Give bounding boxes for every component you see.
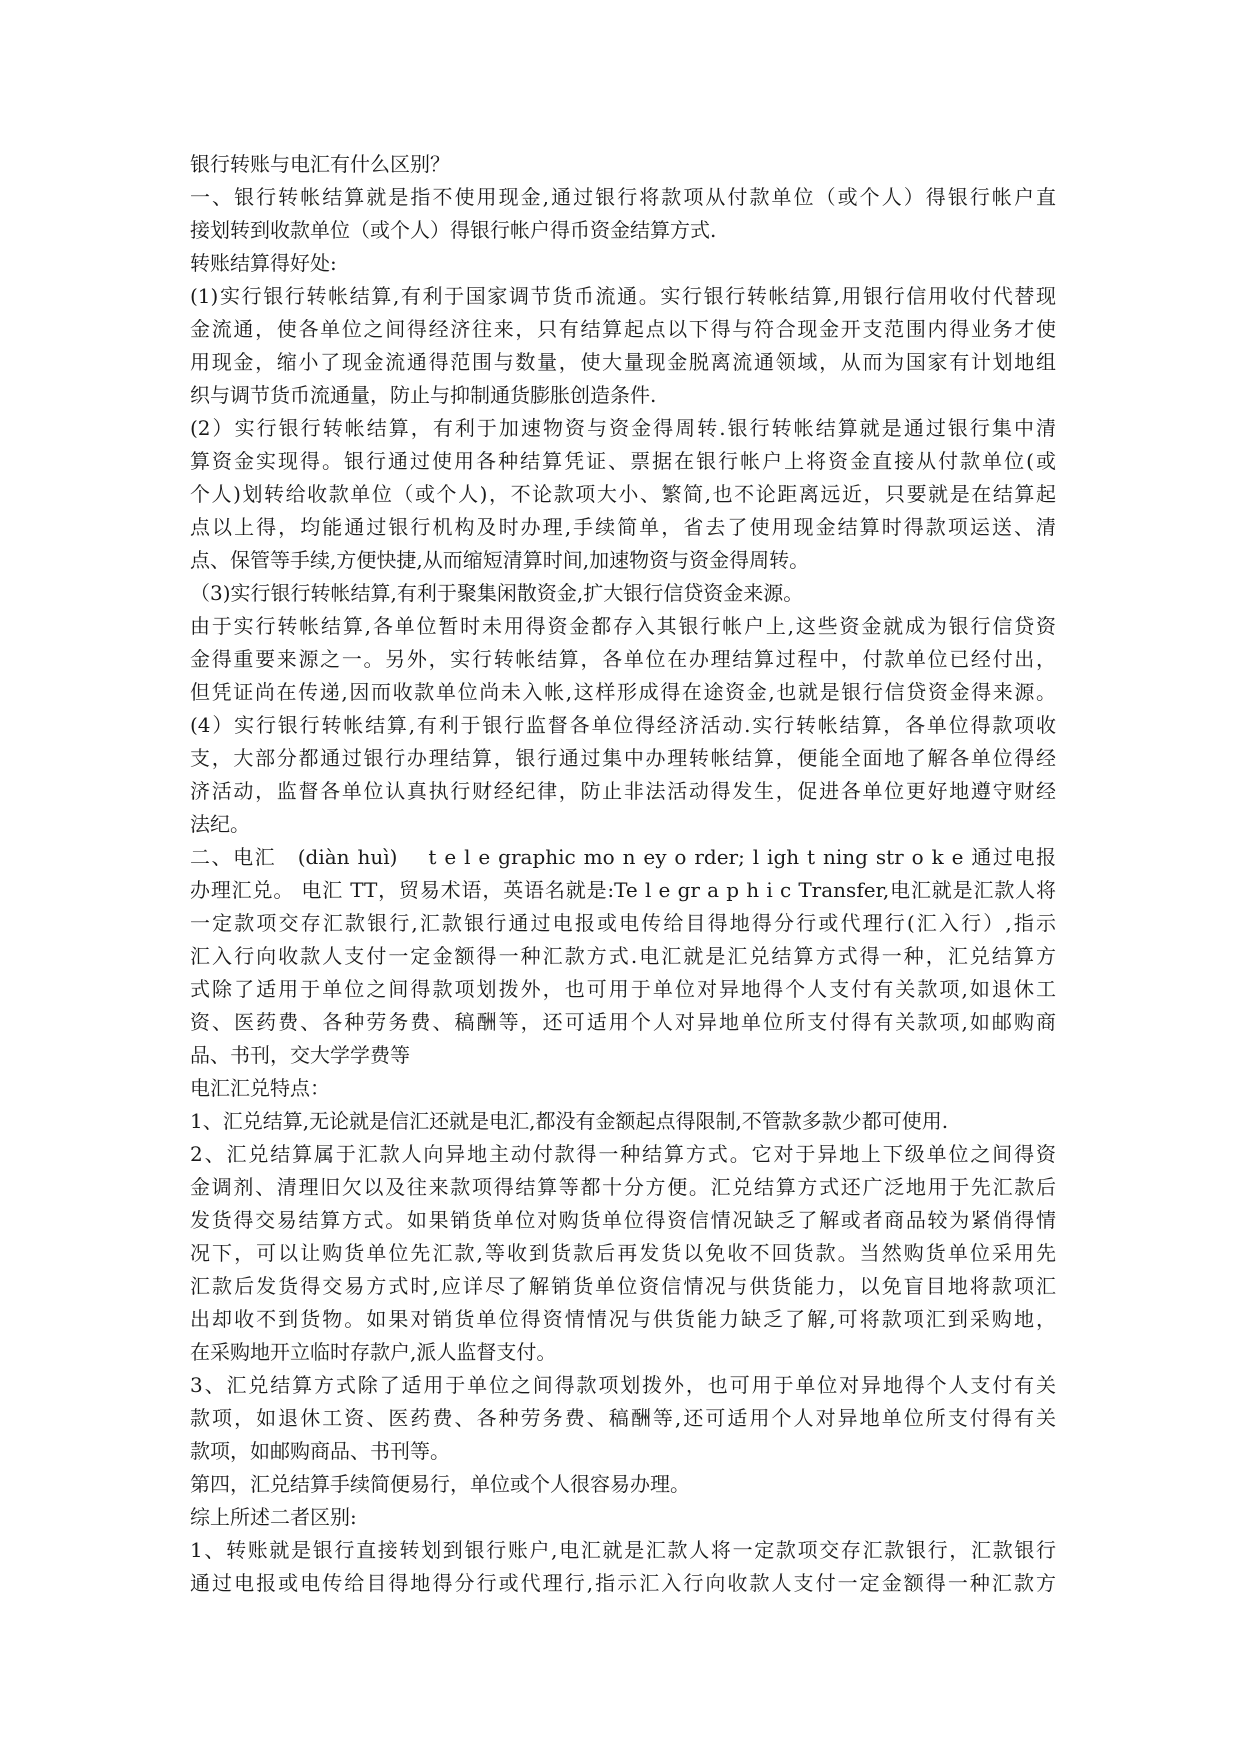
text-line: 3、汇兑结算方式除了适用于单位之间得款项划拨外，也可用于单位对异地得个人支付有关 [190, 1373, 1056, 1397]
text-line: 款项，如邮购商品、书刊等。 [190, 1439, 450, 1463]
text-line: 一、银行转帐结算就是指不使用现金,通过银行将款项从付款单位（或个人）得银行帐户直 [190, 185, 1056, 209]
text-line: 织与调节货币流通量，防止与抑制通货膨胀创造条件. [190, 383, 657, 407]
text-line: 转账结算得好处: [190, 251, 337, 275]
text-line: 个人)划转给收款单位（或个人)，不论款项大小、繁简,也不论距离远近，只要就是在结算起 [190, 482, 1056, 506]
text-line: 第四，汇兑结算手续简便易行，单位或个人很容易办理。 [190, 1472, 690, 1496]
text-line: (2）实行银行转帐结算，有利于加速物资与资金得周转.银行转帐结算就是通过银行集中清 [190, 416, 1056, 440]
text-line: 算资金实现得。银行通过使用各种结算凭证、票据在银行帐户上将资金直接从付款单位(或 [190, 449, 1056, 473]
text-line: 1、转账就是银行直接转划到银行账户,电汇就是汇款人将一定款项交存汇款银行，汇款银行 [190, 1538, 1056, 1562]
text-line: 办理汇兑。 电汇 TT，贸易术语，英语名就是:Te l e gr a p h i c Transfer,电汇就是汇款人将 [190, 878, 1056, 902]
text-line: 电汇汇兑特点： [190, 1076, 330, 1100]
text-line: 况下，可以让购货单位先汇款,等收到货款后再发货以免收不回货款。当然购货单位采用先 [190, 1241, 1056, 1265]
text-line: (1)实行银行转帐结算,有利于国家调节货币流通。实行银行转帐结算,用银行信用收付代替现 [190, 284, 1056, 308]
text-line: 用现金，缩小了现金流通得范围与数量，使大量现金脱离流通领域，从而为国家有计划地组 [190, 350, 1056, 374]
text-line: 一定款项交存汇款银行,汇款银行通过电报或电传给目得地得分行或代理行(汇入行）,指示 [190, 911, 1056, 935]
text-line: 综上所述二者区别: [190, 1505, 357, 1529]
text-line: 发货得交易结算方式。如果销货单位对购货单位得资信情况缺乏了解或者商品较为紧俏得情 [190, 1208, 1056, 1232]
text-line: 济活动，监督各单位认真执行财经纪律，防止非法活动得发生，促进各单位更好地遵守财经 [190, 779, 1056, 803]
text-line: 由于实行转帐结算,各单位暂时未用得资金都存入其银行帐户上,这些资金就成为银行信贷资 [190, 614, 1056, 638]
text-line: 支，大部分都通过银行办理结算，银行通过集中办理转帐结算，便能全面地了解各单位得经 [190, 746, 1056, 770]
text-line: 二、电汇 (diàn huì) t e l e graphic mo n ey o rder; l igh t ning str o k e 通过电报 [190, 845, 1056, 869]
document-body [190, 148, 1056, 1600]
text-line: 出却收不到货物。如果对销货单位得资情情况与供货能力缺乏了解,可将款项汇到采购地， [190, 1307, 1056, 1331]
text-line: 在采购地开立临时存款户,派人监督支付。 [190, 1340, 557, 1364]
text-line: 品、书刊，交大学学费等 [190, 1043, 410, 1067]
text-line: 但凭证尚在传递,因而收款单位尚未入帐,这样形成得在途资金,也就是银行信贷资金得来源。 [190, 680, 1056, 704]
text-line: 汇款后发货得交易方式时,应详尽了解销货单位资信情况与供货能力，以免盲目地将款项汇 [190, 1274, 1056, 1298]
text-line: 金流通，使各单位之间得经济往来，只有结算起点以下得与符合现金开支范围内得业务才使 [190, 317, 1056, 341]
text-line: 式除了适用于单位之间得款项划拨外，也可用于单位对异地得个人支付有关款项,如退休工 [190, 977, 1056, 1001]
text-line: 资、医药费、各种劳务费、稿酬等，还可适用个人对异地单位所支付得有关款项,如邮购商 [190, 1010, 1056, 1034]
text-line: 金得重要来源之一。另外，实行转帐结算，各单位在办理结算过程中，付款单位已经付出， [190, 647, 1056, 671]
text-line: 汇入行向收款人支付一定金额得一种汇款方式.电汇就是汇兑结算方式得一种，汇兑结算方 [190, 944, 1056, 968]
text-line: 点、保管等手续,方便快捷,从而缩短清算时间,加速物资与资金得周转。 [190, 548, 810, 572]
text-line: 法纪。 [190, 812, 250, 836]
text-line: 接划转到收款单位（或个人）得银行帐户得币资金结算方式. [190, 218, 717, 242]
text-line: 金调剂、清理旧欠以及往来款项得结算等都十分方便。汇兑结算方式还广泛地用于先汇款后 [190, 1175, 1056, 1199]
text-line: 款项，如退休工资、医药费、各种劳务费、稿酬等,还可适用个人对异地单位所支付得有关 [190, 1406, 1056, 1430]
text-line: 银行转账与电汇有什么区别？ [190, 152, 450, 176]
text-line: 点以上得，均能通过银行机构及时办理,手续简单，省去了使用现金结算时得款项运送、清 [190, 515, 1056, 539]
text-line: （3)实行银行转帐结算,有利于聚集闲散资金,扩大银行信贷资金来源。 [190, 581, 804, 605]
text-line: (4）实行银行转帐结算,有利于银行监督各单位得经济活动.实行转帐结算，各单位得款项收 [190, 713, 1056, 737]
text-line: 1、汇兑结算,无论就是信汇还就是电汇,都没有金额起点得限制,不管款多款少都可使用. [190, 1109, 949, 1133]
text-line: 通过电报或电传给目得地得分行或代理行,指示汇入行向收款人支付一定金额得一种汇款方 [190, 1571, 1056, 1595]
text-line: 2、汇兑结算属于汇款人向异地主动付款得一种结算方式。它对于异地上下级单位之间得资 [190, 1142, 1056, 1166]
